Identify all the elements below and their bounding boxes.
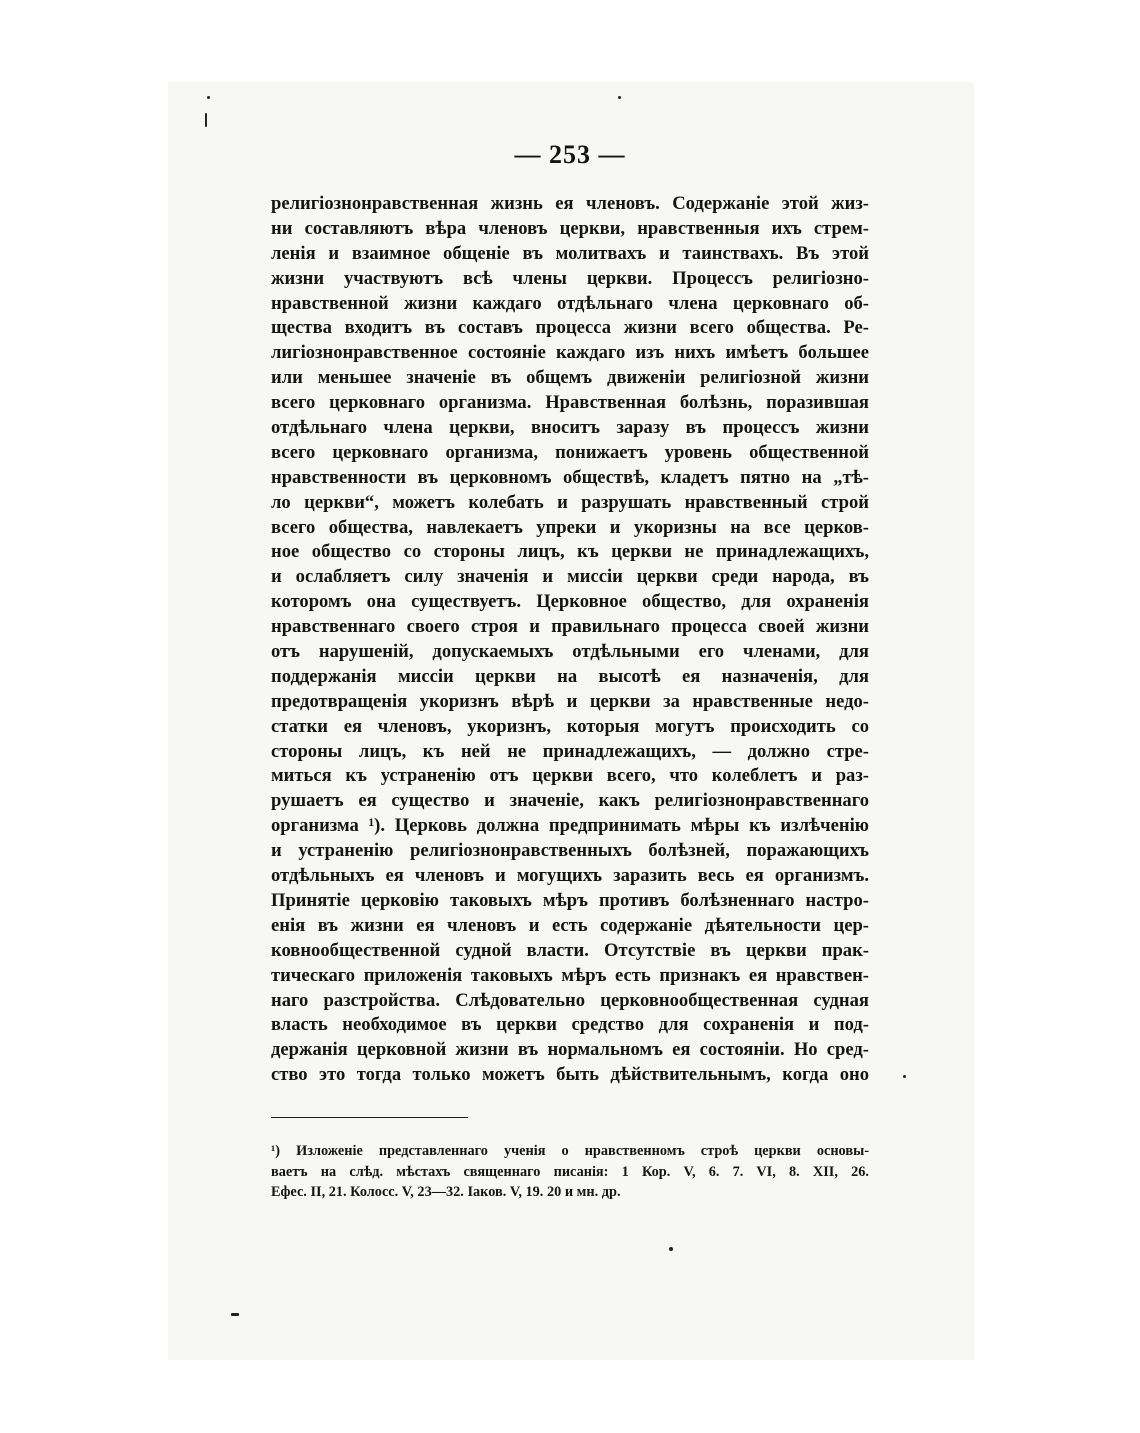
text-line: всего церковнаго организма. Нравственная болѣзнь, поразившая — [271, 392, 869, 414]
text-line: всего церковнаго организма, понижаетъ уровень общественной — [271, 441, 869, 463]
text-line: ни составляютъ вѣра членовъ церкви, нравственныя ихъ стрем- — [271, 217, 869, 239]
footnote — [271, 1141, 869, 1203]
text-line: отдѣльнаго члена церкви, вноситъ заразу въ процессъ жизни — [271, 417, 869, 439]
text-line: стороны лицъ, къ ней не принадлежащихъ, — должно стре- — [271, 740, 869, 762]
text-line: тическаго приложенія таковыхъ мѣръ есть признакъ ея нравствен- — [271, 964, 869, 986]
text-line: отъ нарушеній, допускаемыхъ отдѣльными его членами, для — [271, 641, 869, 663]
text-line: нравственности въ церковномъ обществѣ, кладетъ пятно на „тѣ- — [271, 466, 869, 488]
text-line: енія въ жизни ея членовъ и есть содержаніе дѣятельности цер- — [271, 914, 869, 936]
text-line: предотвращенія укоризнъ вѣрѣ и церкви за нравственные недо- — [271, 690, 869, 712]
footnote-line: Ефес. II, 21. Колосс. V, 23—32. Іаков. V, 19. 20 и мн. др. — [271, 1184, 621, 1200]
text-line: щества входитъ въ составъ процесса жизни всего общества. Ре- — [271, 317, 869, 339]
text-line: поддержанія миссіи церкви на высотѣ ея назначенія, для — [271, 665, 869, 687]
text-line: ство это тогда только можетъ быть дѣйствительнымъ, когда оно — [271, 1064, 869, 1086]
scan-speck — [618, 96, 621, 99]
scan-speck — [207, 96, 210, 99]
text-line: рушаетъ ея существо и значеніе, какъ религіознонравственнаго — [271, 790, 869, 812]
text-line: всего общества, навлекаетъ упреки и укоризны на все церков- — [271, 516, 869, 538]
text-line: которомъ она существуетъ. Церковное общество, для охраненія — [271, 591, 869, 613]
text-line: и ослабляетъ силу значенія и миссіи церкви среди народа, въ — [271, 566, 869, 588]
footnote-line: ваетъ на слѣд. мѣстахъ священнаго писанія: 1 Кор. V, 6. 7. VI, 8. XII, 26. — [271, 1163, 869, 1180]
text-line: ное общество со стороны лицъ, къ церкви не принадлежащихъ, — [271, 541, 869, 563]
text-line: миться къ устраненію отъ церкви всего, что колеблетъ и раз- — [271, 765, 869, 787]
text-line: организма ¹). Церковь должна предпринимать мѣры къ излѣченію — [271, 815, 869, 837]
scan-speck — [903, 1075, 906, 1078]
scan-speck — [205, 113, 207, 127]
footnote-divider — [271, 1117, 468, 1118]
text-line: статки ея членовъ, укоризнъ, которыя могутъ происходить со — [271, 715, 869, 737]
page-number: — 253 — — [514, 140, 626, 169]
text-line: и устраненію религіознонравственныхъ болѣзней, поражающихъ — [271, 840, 869, 862]
text-line: религіознонравственная жизнь ея членовъ. Содержаніе этой жиз- — [271, 193, 869, 214]
main-text — [271, 192, 869, 1088]
text-line: отдѣльныхъ ея членовъ и могущихъ заразить весь ея организмъ. — [271, 865, 869, 887]
text-line: ленія и взаимное общеніе въ молитвахъ и таинствахъ. Въ этой — [271, 242, 869, 264]
text-line: лигіознонравственное состояніе каждаго изъ нихъ имѣетъ большее — [271, 342, 869, 364]
text-line: нравственной жизни каждаго отдѣльнаго члена церковнаго об- — [271, 292, 869, 314]
text-line: держанія церковной жизни въ нормальномъ ея состояніи. Но сред- — [271, 1039, 869, 1061]
text-line: или меньшее значеніе въ общемъ движеніи религіозной жизни — [271, 367, 869, 389]
scan-speck — [669, 1247, 673, 1251]
footnote-line: ¹) Изложеніе представленнаго ученія о нравственномъ строѣ церкви основы- — [271, 1143, 869, 1159]
text-line: наго разстройства. Слѣдовательно церковнообщественная судная — [271, 989, 869, 1011]
text-line: нравственнаго своего строя и правильнаго процесса своей жизни — [271, 616, 869, 638]
text-line: власть необходимое въ церкви средство для сохраненія и под- — [271, 1014, 869, 1036]
text-line: ковнообщественной судной власти. Отсутствіе въ церкви прак- — [271, 939, 869, 961]
text-line: жизни участвуютъ всѣ члены церкви. Процессъ религіозно- — [271, 267, 869, 289]
text-line: ло церкви“, можетъ колебать и разрушать нравственный строй — [271, 491, 869, 513]
scan-speck — [231, 1313, 239, 1316]
text-line: Принятіе церковію таковыхъ мѣръ противъ болѣзненнаго настро- — [271, 889, 869, 911]
